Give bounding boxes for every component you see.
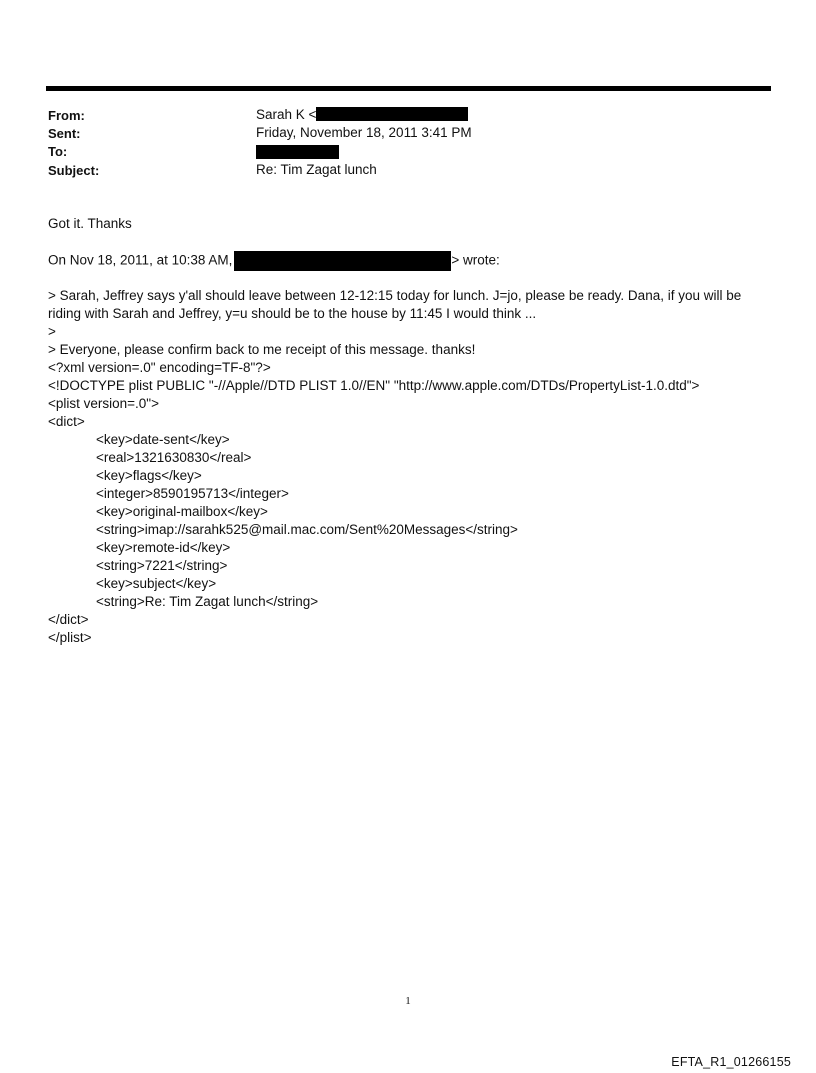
to-label: To: [48, 144, 68, 159]
sent-label: Sent: [48, 126, 81, 141]
header-rule [46, 86, 771, 91]
subject-value: Re: Tim Zagat lunch [256, 162, 377, 177]
quoted-blank: > [48, 324, 56, 339]
attribution-prefix: On Nov 18, 2011, at 10:38 AM, [48, 252, 233, 268]
redaction-box [256, 145, 339, 159]
redaction-box [234, 251, 451, 271]
xml-declaration: <?xml version=.0" encoding=TF-8"?> [48, 360, 271, 375]
doctype-line: <!DOCTYPE plist PUBLIC "-//Apple//DTD PLIST 1.0//EN" "http://www.apple.com/DTDs/PropertyList-1.0.dtd"> [48, 378, 700, 393]
dict-line: <key>flags</key> [96, 468, 202, 483]
from-name: Sarah K < [256, 107, 317, 122]
quoted-confirm: > Everyone, please confirm back to me receipt of this message. thanks! [48, 342, 476, 357]
dict-line: <string>Re: Tim Zagat lunch</string> [96, 594, 319, 609]
dict-line: <key>original-mailbox</key> [96, 504, 268, 519]
from-label: From: [48, 108, 85, 123]
reply-text: Got it. Thanks [48, 216, 132, 231]
attribution-line [48, 251, 500, 271]
quoted-paragraph: > Sarah, Jeffrey says y'all should leave between 12-12:15 today for lunch. J=jo, please be ready. Dana, if you will be riding with Sarah and Jeffrey, y=u should be to the house by 11:45 I would think ... [48, 288, 742, 321]
bates-number: EFTA_R1_01266155 [671, 1055, 791, 1069]
subject-label: Subject: [48, 163, 100, 178]
dict-line: <real>1321630830</real> [96, 450, 252, 465]
attribution-suffix: > wrote: [451, 252, 500, 268]
dict-line: <key>remote-id</key> [96, 540, 231, 555]
dict-open: <dict> [48, 414, 85, 429]
to-value [256, 143, 339, 161]
page-number: 1 [405, 995, 411, 1007]
from-value [256, 106, 468, 124]
redaction-box [316, 107, 468, 121]
plist-close: </plist> [48, 630, 92, 645]
dict-close: </dict> [48, 612, 89, 627]
sent-value: Friday, November 18, 2011 3:41 PM [256, 125, 472, 140]
dict-line: <string>imap://sarahk525@mail.mac.com/Sent%20Messages</string> [96, 522, 518, 537]
plist-open: <plist version=.0"> [48, 396, 159, 411]
dict-line: <key>date-sent</key> [96, 432, 230, 447]
dict-line: <key>subject</key> [96, 576, 217, 591]
dict-line: <integer>8590195713</integer> [96, 486, 289, 501]
dict-line: <string>7221</string> [96, 558, 228, 573]
